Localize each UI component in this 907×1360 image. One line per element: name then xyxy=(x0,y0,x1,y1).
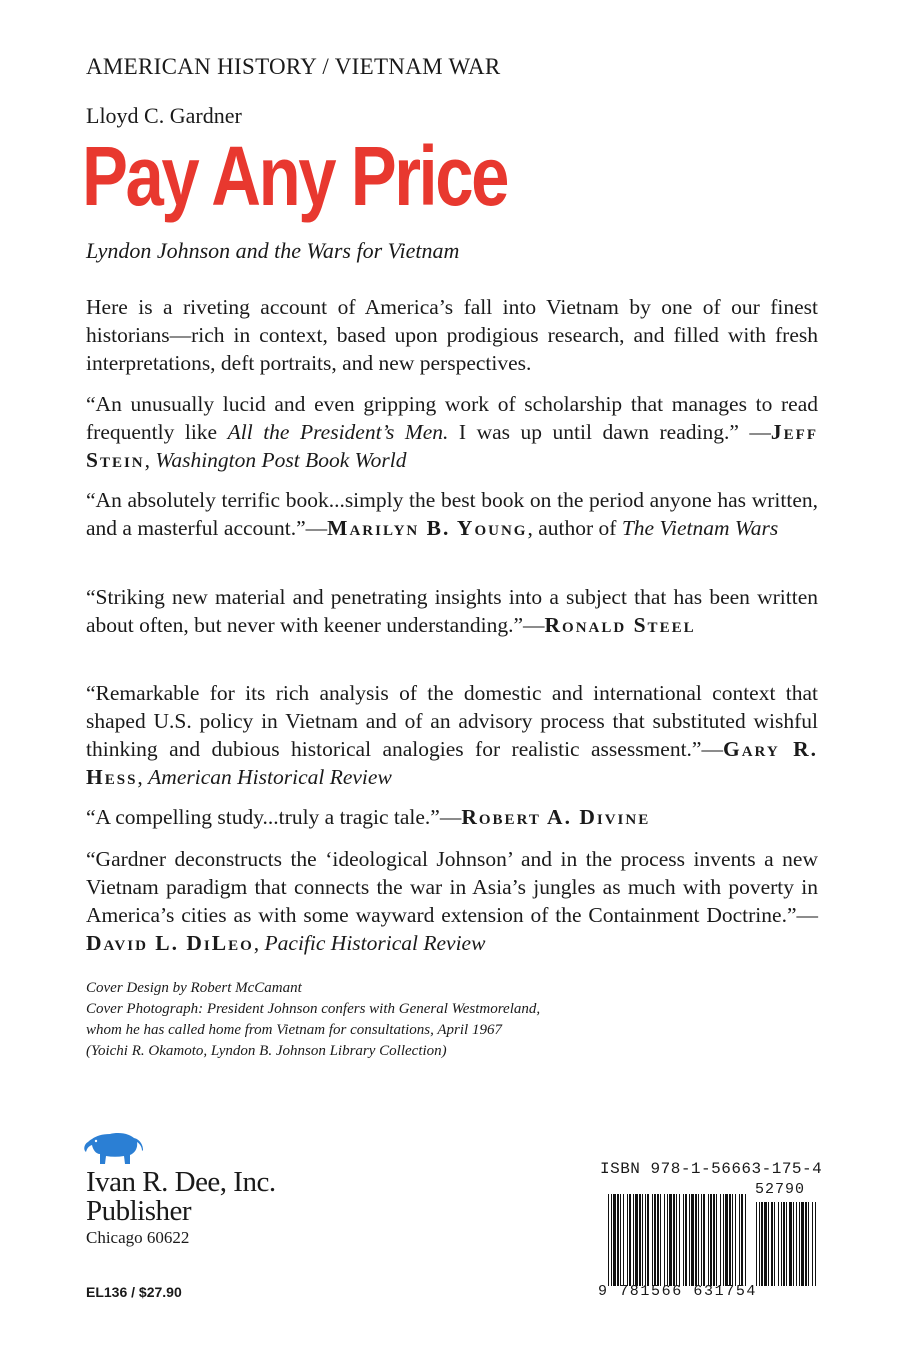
photo-credit-line2: whom he has called home from Vietnam for consultations, April 1967 xyxy=(86,1022,502,1038)
cover-credits xyxy=(86,978,540,1062)
barcode-bar xyxy=(667,1194,668,1286)
barcode-bar xyxy=(657,1194,659,1286)
barcode-addon-bar xyxy=(756,1202,757,1286)
blurb-quote: “Remarkable for its rich analysis of the domestic and international context that shaped U.S. policy in Vietnam and of an advisory process that substituted wishful thinking and dubious historical analogies for realistic assessment.”—Gary R. Hess, American Historical Review xyxy=(86,681,818,789)
category-label: AMERICAN HISTORY / VIETNAM WAR xyxy=(86,54,501,79)
quote-author: Ronald Steel xyxy=(544,613,696,637)
barcode-bar xyxy=(654,1194,656,1286)
barcode-bar xyxy=(685,1194,687,1286)
barcode-bar xyxy=(739,1194,740,1286)
barcode-addon-bar xyxy=(759,1202,760,1286)
quote-source: American Historical Review xyxy=(148,765,392,789)
description-paragraph: Here is a riveting account of America’s fall into Vietnam by one of our finest historians—rich in context, based upon prodigious research, and filled with fresh interpretations, deft portraits, and new perspectives. xyxy=(86,295,818,375)
barcode-bar xyxy=(735,1194,736,1286)
barcode-addon-bar xyxy=(789,1202,792,1286)
barcode-bar xyxy=(647,1194,649,1286)
quote-source: Washington Post Book World xyxy=(155,448,407,472)
blurb-quote: “Striking new material and penetrating insights into a subject that has been written about often, but never with keener understanding.”—Ronald Steel xyxy=(86,585,818,637)
barcode-bar xyxy=(695,1194,697,1286)
barcode-bar xyxy=(617,1194,619,1286)
isbn-label: ISBN 978-1-56663-175-4 xyxy=(600,1160,823,1178)
barcode-addon-bar xyxy=(793,1202,794,1286)
barcode-addon-bar xyxy=(764,1202,767,1286)
barcode-bar xyxy=(689,1194,690,1286)
barcode-bar xyxy=(745,1194,746,1286)
book-subtitle: Lyndon Johnson and the Wars for Vietnam xyxy=(86,238,460,263)
barcode-bar xyxy=(611,1194,612,1286)
barcode-bar xyxy=(613,1194,616,1286)
barcode-bar xyxy=(720,1194,721,1286)
barcode-bar xyxy=(741,1194,743,1286)
author-name: Lloyd C. Gardner xyxy=(86,103,242,128)
barcode-bar xyxy=(673,1194,675,1286)
photo-credit: Cover Photograph: President Johnson confers with General Westmoreland, xyxy=(86,1001,541,1017)
barcode-bar xyxy=(676,1194,677,1286)
barcode-addon-bar xyxy=(774,1202,775,1286)
barcode-bar xyxy=(669,1194,672,1286)
quote-author: Robert A. Divine xyxy=(461,805,651,829)
barcode-addon-bar xyxy=(761,1202,763,1286)
publisher-city: Chicago 60622 xyxy=(86,1228,190,1247)
photo-credit-line3: (Yoichi R. Okamoto, Lyndon B. Johnson Library Collection) xyxy=(86,1043,447,1059)
barcode-addon-bar xyxy=(808,1202,809,1286)
barcode-bar xyxy=(716,1194,717,1286)
blurb-quote: “Gardner deconstructs the ‘ideological Johnson’ and in the process invents a new Vietnam paradigm that connects the war in Asia’s jungles as much with poverty in America’s cities as with some wayward extension of the Containment Doctrine.”—David L. DiLeo, Pacific Historical Review xyxy=(86,847,818,955)
barcode-addon-bar xyxy=(783,1202,785,1286)
publisher-role: Publisher xyxy=(86,1195,192,1227)
barcode-addon-bar xyxy=(812,1202,813,1286)
publisher-name: Ivan R. Dee, Inc. xyxy=(86,1166,276,1198)
barcode-addon-bar xyxy=(815,1202,816,1286)
quote-source: The Vietnam Wars xyxy=(621,516,779,540)
barcode-bar xyxy=(664,1194,665,1286)
barcode-addon-bar xyxy=(768,1202,769,1286)
barcode-bar xyxy=(710,1194,712,1286)
barcode-bar xyxy=(698,1194,699,1286)
price-code: EL136 / $27.90 xyxy=(86,1284,182,1300)
barcode-bar xyxy=(708,1194,709,1286)
barcode-bar xyxy=(732,1194,733,1286)
barcode-bar xyxy=(623,1194,624,1286)
publisher-block xyxy=(86,1168,276,1226)
barcode-bar xyxy=(679,1194,680,1286)
barcode-addon-bar xyxy=(778,1202,779,1286)
barcode-bar xyxy=(725,1194,728,1286)
design-credit: Cover Design by Robert McCamant xyxy=(86,980,302,996)
barcode-bar xyxy=(683,1194,684,1286)
quote-author: Jeff Stein xyxy=(86,420,818,472)
barcode-bar xyxy=(627,1194,628,1286)
barcode-bar xyxy=(608,1194,609,1286)
blurb-quote: “A compelling study...truly a tragic tale.”—Robert A. Divine xyxy=(86,805,651,829)
barcode-addon-bar xyxy=(771,1202,773,1286)
barcode-bar xyxy=(660,1194,661,1286)
barcode-bar xyxy=(729,1194,731,1286)
quote-source: Pacific Historical Review xyxy=(264,931,486,955)
quote-author: David L. DiLeo xyxy=(86,931,254,955)
barcode-addon-bar xyxy=(786,1202,787,1286)
barcode-bar xyxy=(645,1194,646,1286)
barcode-bar xyxy=(701,1194,702,1286)
barcode-addon-number: 52790 xyxy=(755,1181,806,1198)
barcode-bar xyxy=(639,1194,641,1286)
barcode-addon-bar xyxy=(799,1202,800,1286)
barcode-bar xyxy=(723,1194,724,1286)
barcode-bar xyxy=(713,1194,715,1286)
barcode-bar xyxy=(652,1194,653,1286)
elephant-icon xyxy=(82,1128,144,1170)
blurb-quote: “An unusually lucid and even gripping work of scholarship that manages to read frequently like All the President’s Men. I was up until dawn reading.” —Jeff Stein, Washington Post Book World xyxy=(86,392,818,472)
barcode-addon-bar xyxy=(781,1202,782,1286)
quote-author: Marilyn B. Young xyxy=(327,516,528,540)
barcode xyxy=(608,1180,818,1290)
quote-author: Gary R. Hess xyxy=(86,737,818,789)
blurb-quote: “An absolutely terrific book...simply the best book on the period anyone has written, and a masterful account.”—Marilyn B. Young, author of The Vietnam Wars xyxy=(86,488,818,540)
barcode-bar xyxy=(635,1194,638,1286)
barcode-addon-bar xyxy=(805,1202,807,1286)
barcode-bar xyxy=(691,1194,694,1286)
barcode-addon-bar xyxy=(796,1202,797,1286)
barcode-bar xyxy=(703,1194,705,1286)
barcode-bar xyxy=(629,1194,631,1286)
barcode-bar xyxy=(642,1194,643,1286)
barcode-bar xyxy=(633,1194,634,1286)
barcode-addon-bar xyxy=(801,1202,804,1286)
barcode-bar xyxy=(620,1194,621,1286)
book-title: Pay Any Price xyxy=(82,129,507,223)
barcode-ean-number: 9 781566 631754 xyxy=(598,1283,758,1300)
